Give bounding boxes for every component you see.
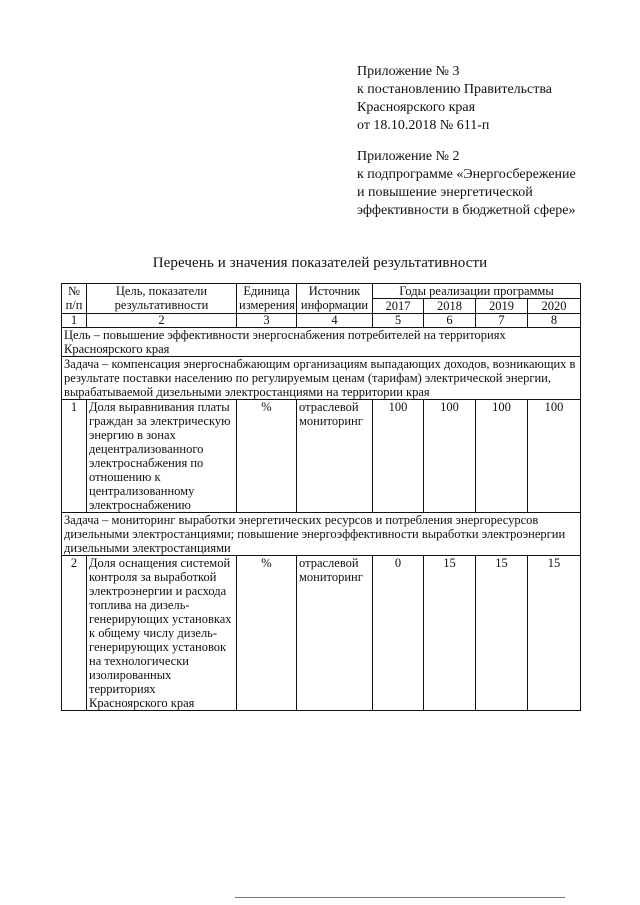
indicator-2-name: Доля оснащения системой контроля за выработкой электроэнергии и расхода топлива на дизель-генерирующих установках к общему числу дизель-генерирующих установок на технологически изолированных территориях Красноярского края xyxy=(87,556,237,711)
col-number: 4 xyxy=(297,314,373,328)
col-number: 5 xyxy=(373,314,424,328)
header-years-group: Годы реализации программы xyxy=(373,284,581,299)
bottom-divider xyxy=(235,897,565,898)
indicator-1-name: Доля выравнивания платы граждан за электрическую энергию в зонах децентрализованного электроснабжения по отношению к централизованному электроснабжению xyxy=(87,400,237,513)
indicator-2-value-2020: 15 xyxy=(528,556,581,711)
indicator-1-value-2019: 100 xyxy=(476,400,528,513)
annex-3-block xyxy=(357,63,552,135)
col-number: 8 xyxy=(528,314,581,328)
indicator-1-value-2017: 100 xyxy=(373,400,424,513)
header-goal: Цель, показатели результативности xyxy=(87,284,237,314)
col-number: 6 xyxy=(424,314,476,328)
header-year-2017: 2017 xyxy=(373,299,424,314)
col-number: 7 xyxy=(476,314,528,328)
indicator-1-value-2020: 100 xyxy=(528,400,581,513)
annex-3-line-2: к постановлению Правительства xyxy=(357,82,553,97)
col-number: 3 xyxy=(237,314,297,328)
header-unit: Единица измерения xyxy=(237,284,297,314)
header-row-1 xyxy=(62,284,581,299)
indicator-2-value-2019: 15 xyxy=(476,556,528,711)
indicator-2-row xyxy=(62,556,581,711)
header-source: Источник информации xyxy=(297,284,373,314)
indicator-1-num: 1 xyxy=(62,400,87,513)
annex-2-line-3: и повышение энергетической xyxy=(357,185,533,200)
indicators-table xyxy=(61,283,581,711)
annex-3-line-1: Приложение № 3 xyxy=(357,64,460,79)
goal-text: Цель – повышение эффективности энергоснабжения потребителей на территориях Красноярского края xyxy=(62,328,581,357)
annex-2-line-2: к подпрограмме «Энергосбережение xyxy=(357,167,576,182)
indicator-1-source: отраслевой мониторинг xyxy=(297,400,373,513)
goal-row xyxy=(62,328,581,357)
annex-2-block xyxy=(357,148,576,220)
indicator-2-num: 2 xyxy=(62,556,87,711)
header-num: № п/п xyxy=(62,284,87,314)
annex-2-line-1: Приложение № 2 xyxy=(357,149,460,164)
column-numbers-row xyxy=(62,314,581,328)
indicator-1-row xyxy=(62,400,581,513)
indicator-2-source: отраслевой мониторинг xyxy=(297,556,373,711)
document-title: Перечень и значения показателей результативности xyxy=(152,255,488,271)
annex-2-line-4: эффективности в бюджетной сфере» xyxy=(357,203,576,218)
annex-3-line-3: Красноярского края xyxy=(357,100,476,115)
indicator-2-value-2018: 15 xyxy=(424,556,476,711)
task-2-text: Задача – мониторинг выработки энергетических ресурсов и потребления энергоресурсов дизельными электростанциями; повышение энергоэффективности выработки электроэнергии дизельными электростанциями xyxy=(62,513,581,556)
indicator-1-unit: % xyxy=(237,400,297,513)
indicator-1-value-2018: 100 xyxy=(424,400,476,513)
header-year-2018: 2018 xyxy=(424,299,476,314)
task-1-text: Задача – компенсация энергоснабжающим организациям выпадающих доходов, возникающих в результате поставки населению по регулируемым ценам (тарифам) электрической энергии, вырабатываемой дизельными электростанциями на территории края xyxy=(62,357,581,400)
indicator-2-unit: % xyxy=(237,556,297,711)
col-number: 2 xyxy=(87,314,237,328)
task-2-row xyxy=(62,513,581,556)
indicator-2-value-2017: 0 xyxy=(373,556,424,711)
annex-3-line-4: от 18.10.2018 № 611-п xyxy=(357,118,490,133)
header-year-2020: 2020 xyxy=(528,299,581,314)
col-number: 1 xyxy=(62,314,87,328)
task-1-row xyxy=(62,357,581,400)
header-year-2019: 2019 xyxy=(476,299,528,314)
